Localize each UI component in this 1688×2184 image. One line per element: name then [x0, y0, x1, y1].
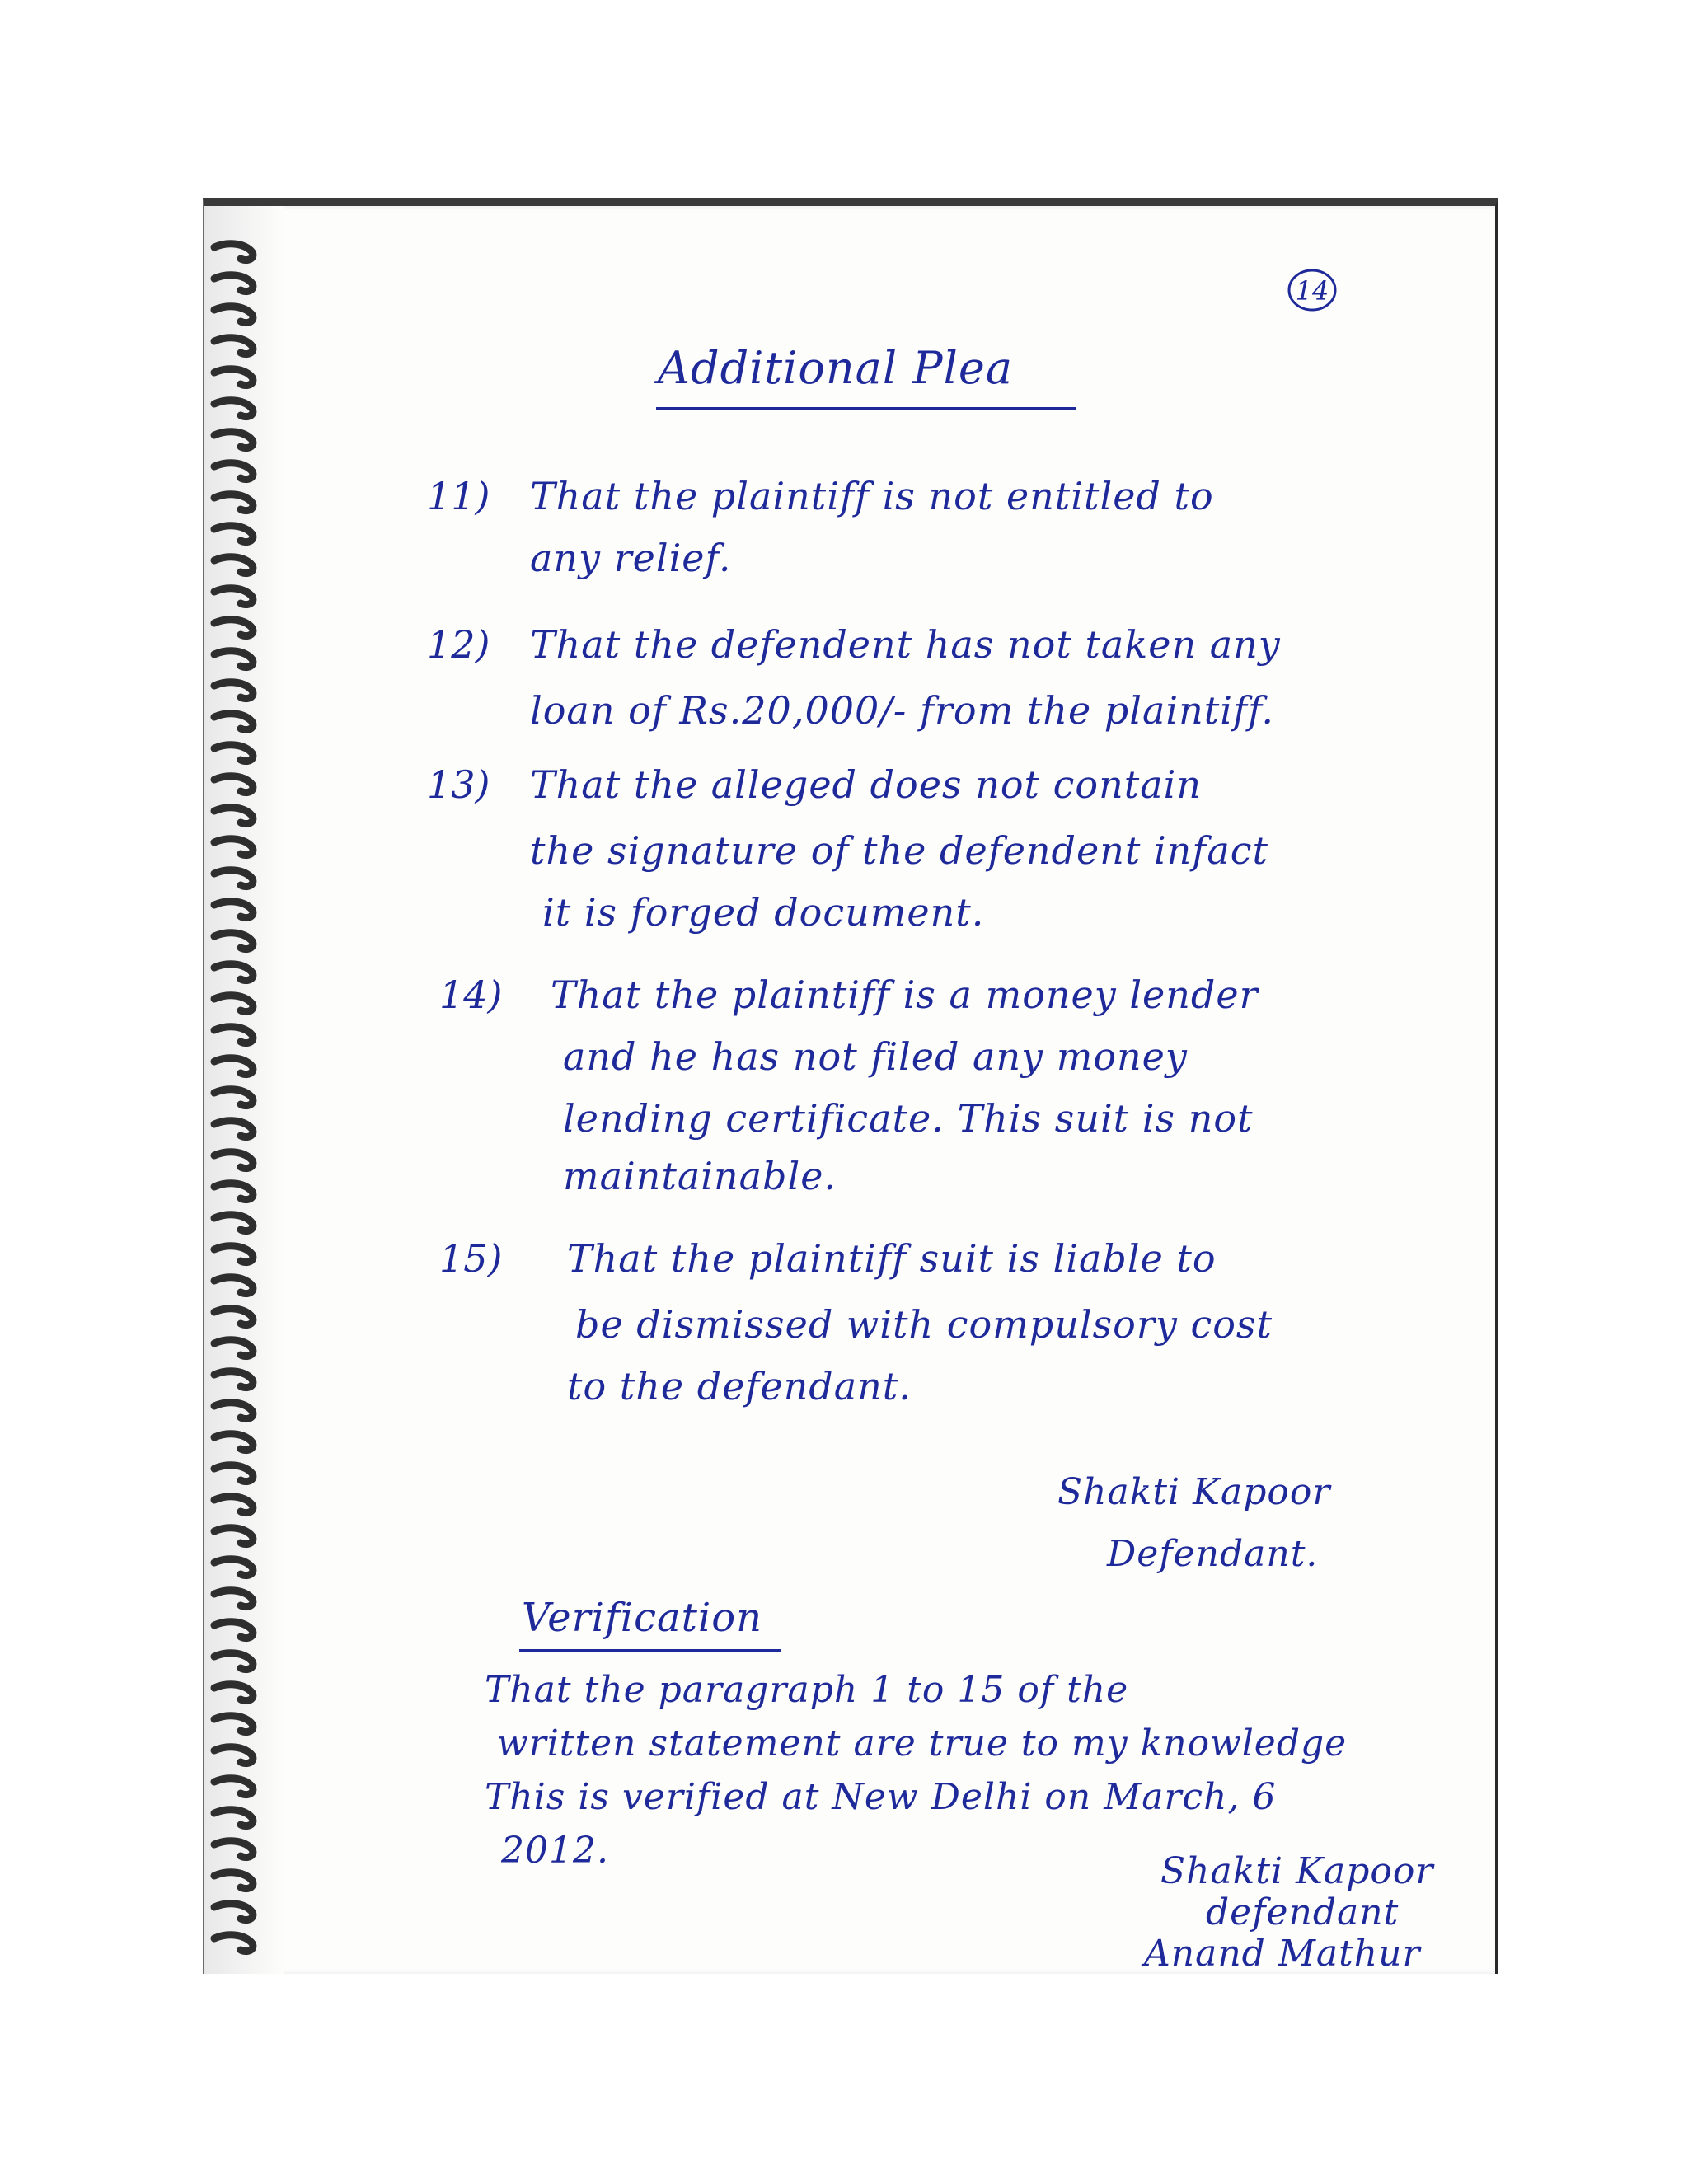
paragraph-15-line-2: be dismissed with compulsory cost	[575, 1302, 1273, 1347]
coil-ring	[214, 1559, 253, 1576]
paragraph-11-number: 11)	[427, 474, 490, 518]
paragraph-14-line-3: lending certificate. This suit is not	[563, 1096, 1254, 1141]
coil-ring	[214, 1716, 253, 1732]
paragraph-12-line-2: loan of Rs.20,000/- from the plaintiff.	[530, 688, 1274, 733]
coil-ring	[214, 714, 253, 730]
coil-ring	[214, 964, 253, 981]
coil-ring	[214, 1246, 253, 1263]
coil-ring	[214, 1434, 253, 1451]
coil-ring	[214, 651, 253, 668]
paragraph-14-number: 14)	[439, 972, 503, 1017]
coil-ring	[214, 1685, 253, 1701]
coil-ring	[214, 1309, 253, 1325]
coil-ring	[214, 494, 253, 511]
verification-line-3: This is verified at New Delhi on March, 6	[485, 1776, 1277, 1818]
coil-ring	[214, 1779, 253, 1795]
counsel-name: Anand Mathur	[1144, 1933, 1421, 1975]
coil-ring	[214, 1841, 253, 1858]
coil-ring	[214, 244, 253, 260]
paragraph-11-line-2: any relief.	[530, 536, 732, 580]
paragraph-12-line-1: That the defendent has not taken any	[530, 622, 1281, 667]
coil-ring	[214, 620, 253, 636]
signature-role: Defendant.	[1107, 1533, 1319, 1575]
coil-ring	[214, 1403, 253, 1419]
title-underline	[656, 404, 1076, 410]
coil-ring	[214, 1935, 253, 1952]
coil-ring	[214, 1747, 253, 1764]
coil-ring	[214, 369, 253, 386]
coil-ring	[214, 808, 253, 824]
paragraph-15-line-1: That the plaintiff suit is liable to	[567, 1236, 1217, 1281]
verification-underline	[519, 1647, 781, 1652]
verification-line-4: 2012.	[501, 1830, 609, 1872]
paragraph-11-line-1: That the plaintiff is not entitled to	[530, 474, 1214, 518]
coil-ring	[214, 1215, 253, 1231]
paragraph-13-number: 13)	[427, 762, 490, 807]
coil-ring	[214, 275, 253, 292]
coil-ring	[214, 1090, 253, 1106]
verification-title: Verification	[522, 1595, 763, 1641]
coil-ring	[214, 557, 253, 574]
verification-line-2: written statement are true to my knowledge	[497, 1722, 1348, 1765]
spiral-binding	[204, 206, 284, 1974]
page-number	[1284, 265, 1340, 313]
coil-ring	[214, 1121, 253, 1137]
paragraph-12-number: 12)	[427, 622, 490, 667]
coil-ring	[214, 1591, 253, 1607]
coil-ring	[214, 839, 253, 855]
paragraph-14-line-4: maintainable.	[563, 1154, 837, 1198]
paragraph-13-line-1: That the alleged does not contain	[530, 762, 1202, 807]
coil-ring	[214, 745, 253, 762]
paragraph-15-number: 15)	[439, 1236, 503, 1281]
coil-ring	[214, 463, 253, 480]
coil-ring	[214, 776, 253, 793]
coil-ring	[214, 902, 253, 918]
coil-ring	[214, 401, 253, 417]
coil-ring	[214, 1872, 253, 1889]
coil-ring	[214, 1277, 253, 1294]
coil-ring	[214, 307, 253, 323]
coil-ring	[214, 1183, 253, 1200]
coil-ring	[214, 933, 253, 949]
signature-2-role: defendant	[1206, 1891, 1400, 1933]
page-title: Additional Plea	[658, 342, 1014, 394]
signature-name: Shakti Kapoor	[1057, 1471, 1331, 1513]
coil-ring	[214, 1810, 253, 1826]
notebook-page	[203, 198, 1498, 1974]
coil-ring	[214, 1653, 253, 1670]
coil-ring	[214, 1465, 253, 1482]
coil-ring	[214, 682, 253, 699]
coil-ring	[214, 526, 253, 542]
signature-2-name: Shakti Kapoor	[1160, 1850, 1434, 1892]
paragraph-13-line-3: it is forged document.	[542, 890, 985, 935]
coil-ring	[214, 432, 253, 448]
paragraph-14-line-1: That the plaintiff is a money lender	[551, 972, 1259, 1017]
coil-ring	[214, 1027, 253, 1043]
coil-ring	[214, 1058, 253, 1075]
coil-ring	[214, 1904, 253, 1920]
coil-ring	[214, 1497, 253, 1513]
page-number-text: 14	[1295, 275, 1329, 307]
coil-ring	[214, 588, 253, 605]
coil-ring	[214, 996, 253, 1012]
paragraph-13-line-2: the signature of the defendent infact	[530, 828, 1268, 873]
verification-line-1: That the paragraph 1 to 15 of the	[485, 1669, 1129, 1711]
coil-ring	[214, 1152, 253, 1169]
coil-ring	[214, 1622, 253, 1638]
spiral-coil-icon	[204, 206, 284, 1974]
paragraph-15-line-3: to the defendant.	[567, 1364, 912, 1408]
paragraph-14-line-2: and he has not filed any money	[563, 1034, 1188, 1079]
coil-ring	[214, 870, 253, 887]
coil-ring	[214, 1371, 253, 1388]
coil-ring	[214, 1340, 253, 1357]
coil-ring	[214, 1528, 253, 1544]
coil-ring	[214, 338, 253, 354]
